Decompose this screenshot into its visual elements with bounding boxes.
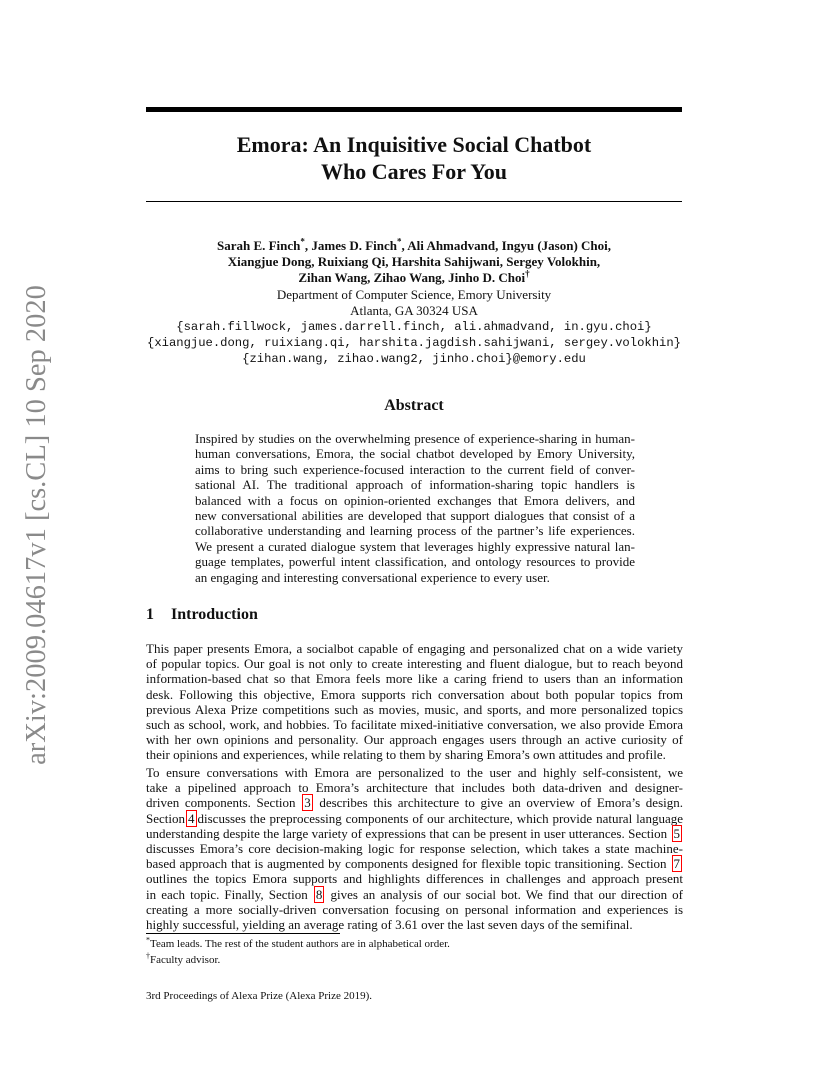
line-text: based approach that is augmented by components designed for flexible topic transitioning. Section [146,856,667,872]
line-text: Section [146,810,185,826]
paragraph-line: This paper presents Emora, a socialbot capable of engaging and personalized chat on a wide variety [146,641,683,656]
footnote-2 [146,950,450,969]
advisor-mark: † [525,269,530,280]
email-line-1: {sarah.fillwock, james.darrell.finch, ali.ahmadvand, in.gyu.choi} [176,320,652,335]
section-3-link[interactable]: 3 [304,795,311,811]
title-line-2: Who Cares For You [321,159,507,184]
lead-mark: * [300,236,305,247]
paragraph-line: take a pipelined approach to Emora’s architecture that includes both data-driven and designer- [146,780,683,796]
author-names-rest: Ali Ahmadvand, Ingyu (Jason) Choi, [407,238,612,253]
abstract-line: Inspired by studies on the overwhelming presence of experience-sharing in human- [195,431,635,446]
title-line-1: Emora: An Inquisitive Social Chatbot [236,132,592,157]
abstract-line: aims to bring such experience-focused interaction to the current field of conver- [195,461,635,477]
line-text: discusses the preprocessing components of our architecture, which provide natural language [197,810,683,826]
paragraph-line: outlines the topics Emora supports and highlights differences in challenges and approach present [146,871,683,887]
author-sarah-finch: Sarah E. Finch [216,238,301,253]
section-7-link[interactable]: 7 [673,856,681,872]
footnote-text: Team leads. The rest of the student authors are in alphabetical order. [150,938,450,950]
paragraph-line: information-based chat so that Emora feels more like a caring friend to users than an information [146,671,683,687]
line-text: understanding despite the large variety of expressions that can be present in user utterances. Section [146,825,668,841]
paragraph-line: To ensure conversations with Emora are personalized to the user and highly self-consistent, we [146,765,683,780]
paragraph-line: desk. Following this objective, Emora supports rich conversation about both popular topics from [146,686,683,702]
section-5-link[interactable]: 5 [673,825,681,841]
paragraph-line: such as school, work, and hobbies. To facilitate mixed-initiative conversation, we also provide Emora [146,717,683,733]
abstract-line: new conversational abilities are developed that support dialogues that consist of a [195,508,635,524]
section-8-link[interactable]: 8 [315,886,323,902]
title-top-rule [146,107,682,112]
paragraph-line: their opinions and experiences, while relating to them by sharing Emora’s own attitudes and profile. [146,747,666,763]
footnote-text: Faculty advisor. [150,953,221,966]
footnote-rule [146,933,340,934]
section-heading-introduction [146,606,258,624]
paragraph-line [146,811,683,826]
author-names-line-3-text: Zihan Wang, Zihao Wang, Jinho D. Choi [298,270,526,286]
arxiv-side-stamp: arXiv:2009.04617v1 [cs.CL] 10 Sep 2020 [21,285,52,765]
section-4-link[interactable]: 4 [188,810,195,826]
paragraph-line: highly successful, yielding an average rating of 3.61 over the last seven days of the semifinal. [146,917,633,933]
affiliation-department: Department of Computer Science, Emory University [276,286,552,302]
abstract-line: We present a curated dialogue system that leverages highly expressive natural lan- [195,538,635,554]
title-bottom-rule [146,201,682,202]
paragraph-line: of popular topics. Our goal is not only to create interesting and fluent dialogue, but to reach beyond [146,656,683,672]
paragraph-line [146,826,683,841]
author-block [120,238,708,368]
abstract-line: an engaging and interesting conversational experience to every user. [195,569,550,585]
abstract-line: balanced with a focus on opinion-oriented exchanges that Emora delivers, and [195,492,635,508]
paragraph-line: creating a more socially-driven conversation focusing on personal information and experiences is [146,901,683,917]
author-names-line-3 [120,270,708,286]
footnotes [146,937,450,968]
paragraph-line [146,887,683,902]
affiliation-location: Atlanta, GA 30324 USA [350,302,478,318]
section-title: Introduction [171,606,258,623]
abstract-line: sational AI. The traditional approach of information-sharing topic handlers is [195,477,635,493]
footnote-mark: † [146,950,150,960]
section-number: 1 [146,606,154,623]
abstract-line: human conversations, Emora, the social chatbot developed by Emory University, [195,446,635,462]
paragraph-line: previous Alexa Prize competitions such as movies, music, and sports, and more personalized topics [146,701,683,717]
paragraph-line: discusses Emora’s core decision-making logic for response selection, which takes a state machine- [146,841,683,857]
line-text: gives an analysis of our social bot. We find that our direction of [330,886,684,902]
email-line-3: {zihan.wang, zihao.wang2, jinho.choi}@emory.edu [242,352,586,367]
abstract-line: collaborative understanding and learning process of the partner’s life experiences. [195,523,635,539]
abstract-heading: Abstract [384,397,444,414]
paper-title [146,131,682,185]
email-line-2: {xiangjue.dong, ruixiang.qi, harshita.jagdish.sahijwani, sergey.volokhin} [147,336,681,351]
abstract-line: guage templates, powerful intent classification, and ontology resources to provide [195,554,635,570]
paragraph-line: with her own opinions and personality. Our approach engages users through an active curiosity of [146,732,683,748]
line-text: driven components. Section [146,795,296,811]
footnote-mark: * [146,935,150,945]
author-names-line-2: Xiangjue Dong, Ruixiang Qi, Harshita Sahijwani, Sergey Volokhin, [227,254,601,270]
line-text: describes this architecture to give an overview of Emora’s design. [319,795,684,811]
proceedings-note: 3rd Proceedings of Alexa Prize (Alexa Prize 2019). [146,990,373,1002]
paragraph-line [146,795,683,810]
intro-paragraph-2 [146,765,683,932]
author-james-finch: James D. Finch [311,238,397,253]
intro-paragraph-1 [146,641,683,763]
lead-mark: * [397,236,402,247]
footnote-1 [146,937,450,953]
paragraph-line [146,856,683,871]
line-text: in each topic. Finally, Section [146,886,308,902]
abstract-text [195,431,635,585]
author-names-line-1: Sarah E. Finch*, James D. Finch*, Ali Ahmadvand, Ingyu (Jason) Choi, [216,236,612,253]
